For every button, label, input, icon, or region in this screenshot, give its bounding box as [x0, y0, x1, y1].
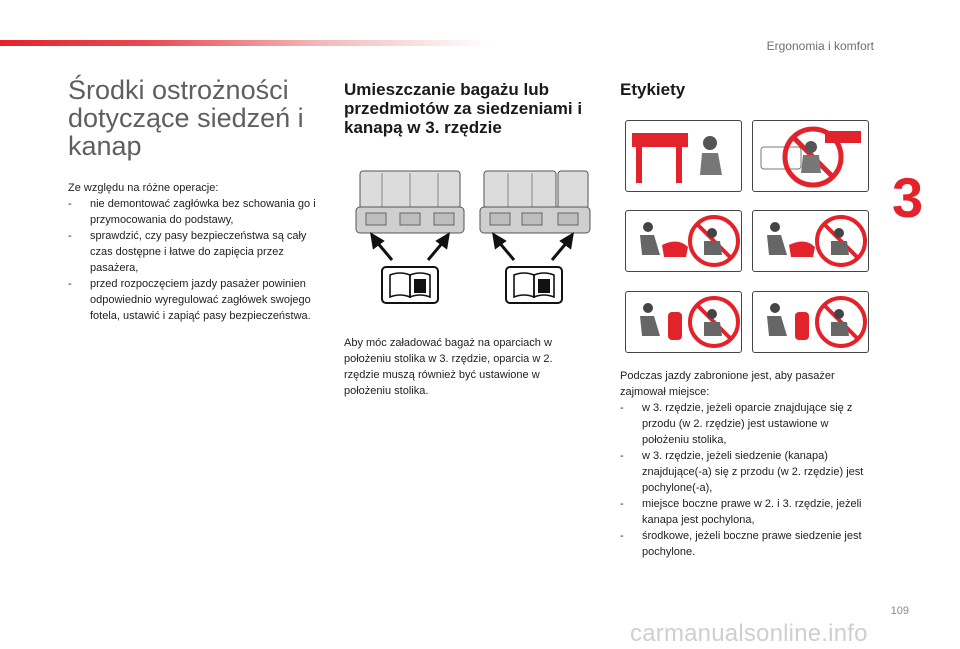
col3-intro: Podczas jazdy zabronione jest, aby pasażer zajmował miejsce: — [620, 370, 835, 398]
prohibited-icon — [626, 292, 741, 352]
table-seat-icon — [626, 121, 741, 191]
label-side-seat — [625, 291, 742, 353]
prohibited-icon — [753, 292, 868, 352]
manual-book-icon — [382, 267, 438, 303]
manual-book-icon — [506, 267, 562, 303]
prohibited-icon — [753, 121, 868, 191]
label-table-seat-prohibited — [752, 120, 869, 192]
header-accent-bar — [0, 40, 490, 46]
col1-list — [68, 196, 320, 324]
page-title: Środki ostrożności dotyczące siedzeń i kanap — [68, 75, 304, 161]
list-item: - sprawdzić, czy pasy bezpieczeństwa są cały czas dostępne i łatwe do zapięcia przez pasażera, — [68, 228, 320, 276]
label-table-seat — [625, 120, 742, 192]
col2-text: Aby móc załadować bagaż na oparciach w położeniu stolika w 3. rzędzie, oparcia w 2. rzędzie muszą również być ustawione w położeniu stolika. — [344, 337, 553, 397]
seat-stowing-illustration — [352, 165, 592, 310]
label-tilted-seat — [752, 210, 869, 272]
label-side-seat — [752, 291, 869, 353]
page-number: 109 — [890, 605, 909, 617]
list-item: - nie demontować zagłówka bez schowania go i przymocowania do podstawy, — [68, 196, 320, 228]
list-item: - w 3. rzędzie, jeżeli siedzenie (kanapa) znajdujące(-a) się z przodu (w 2. rzędzie) jest pochylone(-a), — [620, 448, 870, 496]
prohibited-icon — [753, 211, 868, 271]
left-bench-icon — [356, 171, 464, 233]
watermark: carmanualsonline.info — [630, 620, 868, 647]
list-item: - miejsce boczne prawe w 2. i 3. rzędzie, jeżeli kanapa jest pochylona, — [620, 496, 870, 528]
list-item: - w 3. rzędzie, jeżeli oparcie znajdujące się z przodu (w 2. rzędzie) jest ustawione w położeniu stolika, — [620, 400, 870, 448]
chapter-number: 3 — [892, 166, 924, 229]
col2-title: Umieszczanie bagażu lub przedmiotów za siedzeniami i kanapą w 3. rzędzie — [344, 80, 583, 137]
label-tilted-seat — [625, 210, 742, 272]
col3-title: Etykiety — [620, 80, 686, 99]
list-item: - środkowe, jeżeli boczne prawe siedzenie jest pochylone. — [620, 528, 870, 560]
right-bench-icon — [480, 171, 590, 233]
prohibited-icon — [626, 211, 741, 271]
col1-intro: Ze względu na różne operacje: — [68, 182, 219, 194]
section-title: Ergonomia i komfort — [766, 39, 874, 53]
arrow-icon — [372, 235, 572, 260]
list-item: - przed rozpoczęciem jazdy pasażer powinien odpowiednio wyregulować zagłówek swojego fotela, ustawić i zapiąć pasy bezpieczeństwa. — [68, 276, 320, 324]
col3-list — [620, 400, 870, 560]
